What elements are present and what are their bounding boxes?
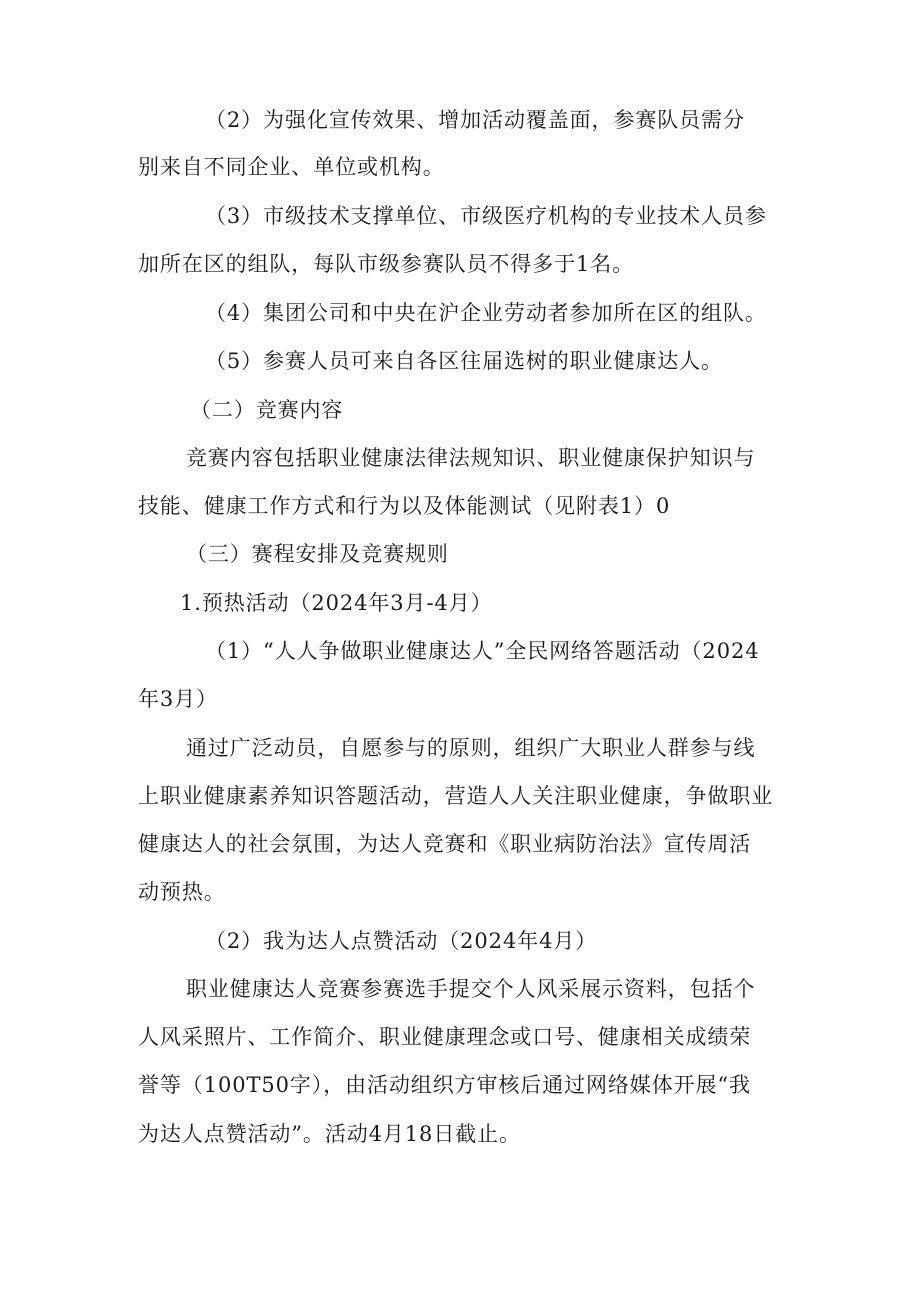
text-line: 技能、健康工作方式和行为以及体能测试（见附表1）0	[138, 494, 671, 518]
text-line: 别来自不同企业、单位或机构。	[138, 155, 445, 179]
text-line: 上职业健康素养知识答题活动，营造人人关注职业健康，争做职业	[138, 784, 774, 808]
text-line: 加所在区的组队，每队市级参赛队员不得多于1名。	[138, 252, 635, 276]
text-line: 年3月）	[138, 687, 218, 711]
section-heading: （二）竞赛内容	[190, 398, 344, 422]
text-line: （5）参赛人员可来自各区往届选树的职业健康达人。	[205, 349, 723, 373]
text-line: （2）我为达人点赞活动（2024年4月）	[205, 929, 598, 953]
text-line: 通过广泛动员，自愿参与的原则，组织广大职业人群参与线	[186, 736, 756, 760]
text-line: （1）“人人争做职业健康达人”全民网络答题活动（2024	[205, 639, 760, 663]
subsection-heading: 1.预热活动（2024年3月-4月）	[180, 591, 493, 615]
text-line: 健康达人的社会氛围，为达人竞赛和《职业病防治法》宣传周活	[138, 832, 752, 856]
text-line: 动预热。	[138, 880, 226, 904]
section-heading: （三）赛程安排及竞赛规则	[186, 542, 449, 566]
text-line: （2）为强化宣传效果、增加活动覆盖面，参赛队员需分	[205, 108, 745, 132]
text-line: 人风采照片、工作简介、职业健康理念或口号、健康相关成绩荣	[138, 1025, 752, 1049]
text-line: 职业健康达人竞赛参赛选手提交个人风采展示资料，包括个	[186, 977, 756, 1001]
text-line: 为达人点赞活动”。活动4月18日截止。	[138, 1122, 521, 1146]
text-line: 竞赛内容包括职业健康法律法规知识、职业健康保护知识与	[186, 446, 756, 470]
text-line: 誉等（100T50字），由活动组织方审核后通过网络媒体开展“我	[138, 1073, 751, 1097]
text-line: （3）市级技术支撑单位、市级医疗机构的专业技术人员参	[205, 204, 767, 228]
text-line: （4）集团公司和中央在沪企业劳动者参加所在区的组队。	[205, 301, 767, 325]
